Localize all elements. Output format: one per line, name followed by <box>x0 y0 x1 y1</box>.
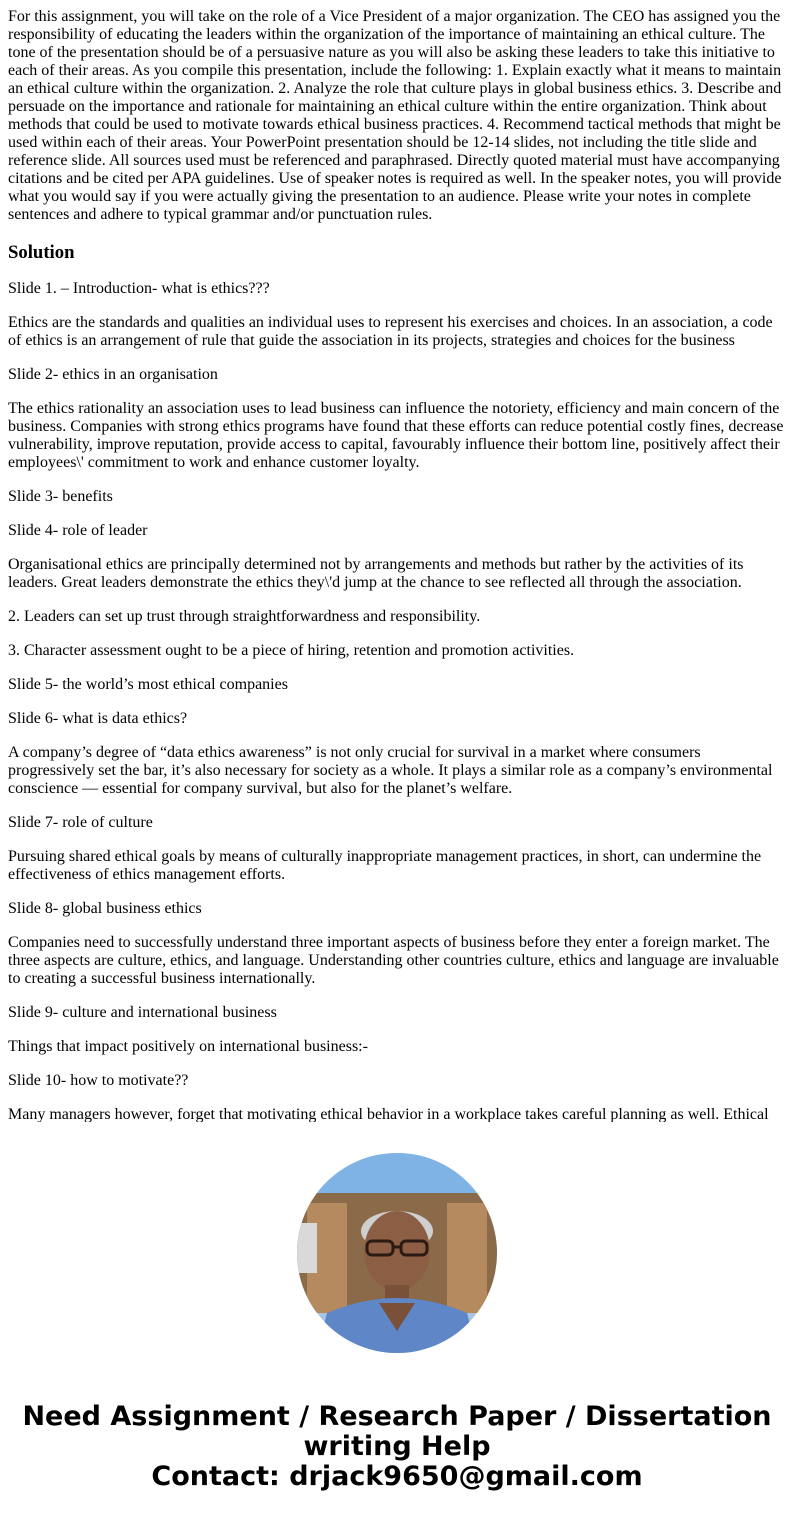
paragraph: Slide 8- global business ethics <box>8 900 202 917</box>
paragraph: Slide 3- benefits <box>8 488 113 505</box>
paragraph: Ethics are the standards and qualities an individual uses to represent his exercises and choices. In an association, a code of ethics is an arrangement of rule that guide the association in its projects, strategies and choices for the business <box>8 314 773 349</box>
author-portrait-image <box>297 1153 497 1353</box>
paragraph: Slide 5- the world’s most ethical companies <box>8 676 288 693</box>
question-text: For this assignment, you will take on the role of a Vice President of a major organization. The CEO has assigned you the responsibility of educating the leaders within the organization of the importance of maintaining an ethical culture. The tone of the presentation should be of a persuasive nature as you will also be asking these leaders to take this initiative to each of their areas. As you compile this presentation, include the following: 1. Explain exactly what it means to maintain an ethical culture within the organization. 2. Analyze the role that culture plays in global business ethics. 3. Describe and persuade on the importance and rationale for maintaining an ethical culture within the entire organization. Think about methods that could be used to motivate towards ethical business practices. 4. Recommend tactical methods that might be used within each of their areas. Your PowerPoint presentation should be 12-14 slides, not including the title slide and reference slide. All sources used must be referenced and paraphrased. Directly quoted material must have accompanying citations and be cited per APA guidelines. Use of speaker notes is required as well. In the speaker notes, you will provide what you would say if you were actually giving the presentation to an audience. Please write your notes in complete sentences and adhere to typical grammar and/or punctuation rules. <box>8 8 782 223</box>
paragraph: Slide 2- ethics in an organisation <box>8 366 218 383</box>
paragraph: Pursuing shared ethical goals by means of culturally inappropriate management practices, in short, can undermine the effectiveness of ethics management efforts. <box>8 848 762 883</box>
paragraph: Things that impact positively on international business:- <box>8 1038 368 1055</box>
paragraph: Slide 6- what is data ethics? <box>8 710 188 727</box>
paragraph: Slide 10- how to motivate?? <box>8 1072 189 1089</box>
paragraph: Companies need to successfully understand three important aspects of business before they enter a foreign market. The three aspects are culture, ethics, and language. Understanding other countries culture, ethics and language are invaluable to creating a successful business internationally. <box>8 934 779 987</box>
author-avatar <box>297 1153 497 1353</box>
paragraph: Slide 7- role of culture <box>8 814 153 831</box>
document-body <box>8 8 786 1122</box>
paragraph: 3. Character assessment ought to be a piece of hiring, retention and promotion activities. <box>8 642 575 659</box>
solution-heading: Solution <box>8 242 75 263</box>
paragraph: Slide 9- culture and international business <box>8 1004 277 1021</box>
paragraph: Organisational ethics are principally determined not by arrangements and methods but rather by the activities of its leaders. Great leaders demonstrate the ethics they\'d jump at the chance to see reflected all through the association. <box>8 556 744 591</box>
promo-banner <box>0 1402 794 1492</box>
paragraph: A company’s degree of “data ethics awareness” is not only crucial for survival in a market where consumers progressively set the bar, it’s also necessary for society as a whole. It plays a similar role as a company’s environmental conscience — essential for company survival, but also for the planet’s welfare. <box>8 744 773 797</box>
promo-line: Need Assignment / Research Paper / Dissertation <box>22 1401 772 1432</box>
paragraph: Slide 1. – Introduction- what is ethics??? <box>8 280 270 297</box>
paragraph: The ethics rationality an association uses to lead business can influence the notoriety, efficiency and main concern of the business. Companies with strong ethics programs have found that these efforts can reduce potential costly fines, decrease vulnerability, improve reputation, provide access to capital, favourably influence their bottom line, positively affect their employees\' commitment to work and enhance customer loyalty. <box>8 400 784 471</box>
paragraph: Slide 4- role of leader <box>8 522 148 539</box>
paragraph: 2. Leaders can set up trust through straightforwardness and responsibility. <box>8 608 481 625</box>
promo-contact: Contact: drjack9650@gmail.com <box>151 1461 643 1492</box>
paragraph: Many managers however, forget that motivating ethical behavior in a workplace takes careful planning as well. Ethical <box>8 1106 769 1122</box>
promo-line: writing Help <box>303 1431 491 1462</box>
